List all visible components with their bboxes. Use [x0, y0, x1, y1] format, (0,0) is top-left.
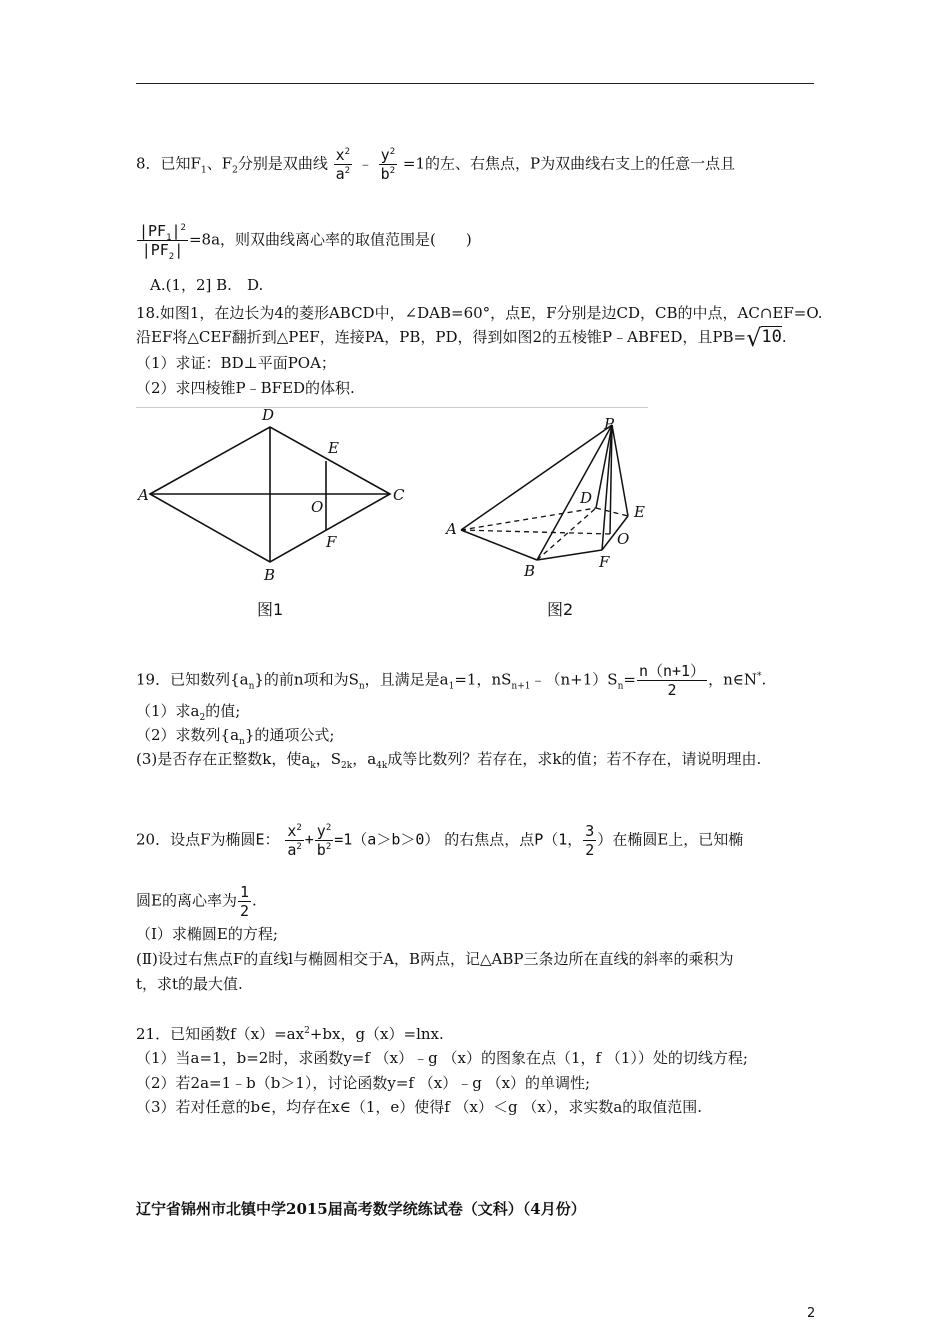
q18-part2: （2）求四棱锥P﹣BFED的体积. [136, 379, 355, 397]
document-title: 辽宁省锦州市北镇中学2015届高考数学统练试卷（文科）（4月份） [136, 1200, 586, 1218]
fig1-caption: 图1 [257, 600, 284, 619]
q19-part1: （1）求$a_2$的值; [136, 702, 241, 723]
edge-AD-hidden [461, 508, 596, 530]
q19-line1: 19．已知数列$\{a_n\}$的前n项和为$S_n$，且满足是$a_1=1$，$nS_{n+1}﹣(n+1)S_n=$ $\frac{n(n+1)}{2}$ ，n∈N*. [136, 662, 767, 699]
fig1-label-D: D [262, 406, 275, 424]
fig1-label-F: F [326, 533, 337, 551]
q21-part2: （2）若2a=1﹣b（b＞1），讨论函数y=f （x）﹣g （x）的单调性; [136, 1074, 591, 1092]
q20-frac-x: $\frac{x^2}{a^2}$ [287, 822, 302, 859]
q21-line1: 21．已知函数$f(x)=ax^2+bx$，g（x）=lnx. [136, 1025, 444, 1043]
fig1-label-O: O [311, 498, 324, 516]
figure-2-pyramid [0, 0, 950, 640]
fig2-label-O: O [617, 530, 630, 548]
q8-options: A.(1，2] B. D. [150, 276, 264, 294]
q20-part2a: (Ⅱ)设过右焦点F的直线l与椭圆相交于A，B两点，记△ABP三条边所在直线的斜率的乘积为 [136, 950, 734, 968]
q8-line1: 8．已知$F_1$、$F_2$分别是双曲线 $\frac{x^2}{a^2}$ ﹣ $\frac{y^2}{b^2}$ =1的左、右焦点，P为双曲线右支上的任意一点且 [136, 146, 736, 183]
q8-frac-y2b2: $\frac{y^2}{b^2}$ [380, 146, 396, 183]
q19-frac: $\frac{n(n+1)}{2}$ [638, 662, 706, 699]
q20-part2b: t，求t的最大值. [136, 975, 243, 993]
edge-PD [596, 425, 612, 508]
page-number: 2 [807, 1306, 816, 1321]
q19-part3: (3)是否存在正整数k，使$a_k$，$S_{2k}$，$a_{4k}$成等比数列？若存在，求k的值；若不存在，请说明理由. [136, 750, 762, 771]
fig2-label-F: F [599, 553, 610, 571]
q21-part1: （1）当a=1，b=2时，求函数y=f （x）﹣g （x）的图象在点（1，f （1））处的切线方程; [136, 1049, 748, 1067]
q18-line1: 18.如图1，在边长为4的菱形ABCD中，∠DAB=60°，点E，F分别是边CD，CB的中点，AC∩EF=O. [136, 304, 823, 322]
edge-PE [612, 425, 628, 516]
q20-frac-point: $\frac{3}{2}$ [585, 822, 595, 859]
q8-line2: $\frac{|PF_1|^2}{|PF_2|}$ =8a，则双曲线离心率的取值范围是( ) [139, 222, 472, 262]
q8-frac-pf: $\frac{|PF_1|^2}{|PF_2|}$ [139, 222, 186, 262]
edge-AO-hidden [461, 530, 610, 534]
fig2-label-B: B [524, 562, 536, 580]
edge-PA [461, 425, 612, 530]
edge-DE-hidden [596, 508, 628, 516]
q20-frac-y: $\frac{y^2}{b^2}$ [316, 822, 332, 859]
q20-part1: （Ⅰ）求椭圆E的方程; [136, 925, 278, 943]
fig2-label-P: P [604, 415, 615, 433]
fig1-label-B: B [264, 566, 276, 584]
q20-frac-ecc: $\frac{1}{2}$ [239, 883, 249, 920]
q18-line2: 沿EF将△CEF翻折到△PEF，连接PA，PB，PD，得到如图2的五棱锥P﹣ABFED，且PB=√10. [136, 324, 787, 352]
q19-part2: （2）求数列$\{a_n\}$的通项公式; [136, 726, 335, 747]
fig2-label-A: A [446, 520, 457, 538]
q20-line1: 20．设点F为椭圆E： $\frac{x^2}{a^2}$ + $\frac{y^2}{b^2}$ =1（a＞b＞0） 的右焦点，点P（1， $\frac{3}{2}$ ）在椭圆E上，已知椭 [136, 822, 744, 859]
q8-frac-x2a2: $\frac{x^2}{a^2}$ [335, 146, 351, 183]
fig2-caption: 图2 [547, 600, 574, 619]
q20-line2: 圆E的离心率为 $\frac{1}{2}$ . [136, 883, 257, 920]
fig1-label-C: C [393, 486, 405, 504]
q21-part3: （3）若对任意的b∈，均存在x∈（1，e）使得f （x）＜g （x），求实数a的取值范围. [136, 1098, 703, 1116]
fig2-label-E: E [634, 503, 645, 521]
edge-AB [461, 530, 537, 560]
fig1-label-E: E [328, 439, 339, 457]
q18-part1: （1）求证：BD⊥平面POA； [136, 354, 336, 372]
fig2-label-D: D [580, 489, 593, 507]
fig1-label-A: A [138, 486, 149, 504]
edge-PB [537, 425, 612, 560]
